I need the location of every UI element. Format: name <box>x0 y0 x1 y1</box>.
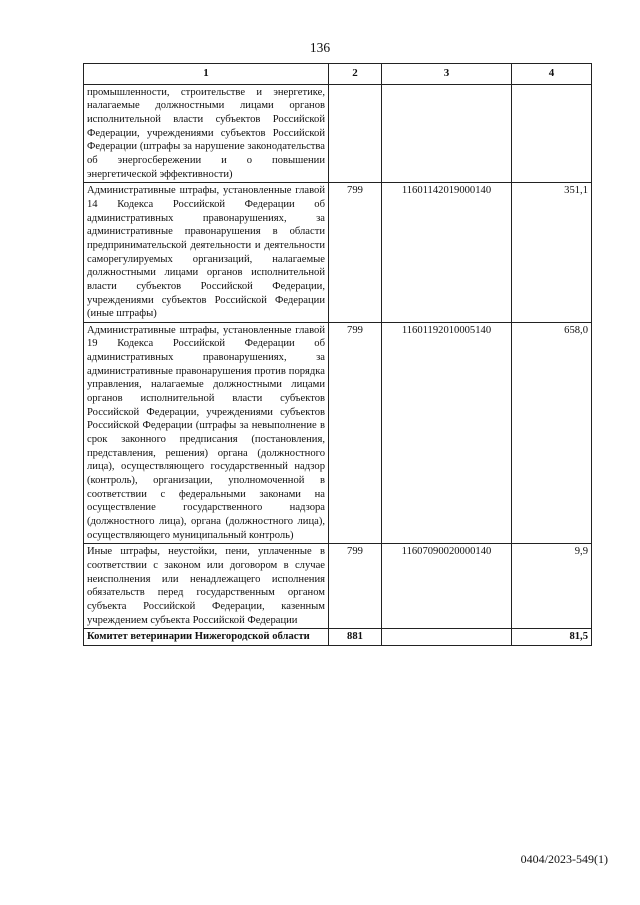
row-amount <box>512 84 592 183</box>
row-budget-code: 11601192010005140 <box>382 322 512 544</box>
table-row <box>84 183 592 323</box>
page-number: 136 <box>309 40 331 55</box>
row-description: промышленности, строительстве и энергетике, налагаемые должностными лицами органов исполнительной власти субъектов Российской Федерации, учреждениями субъектов Российской Федерации (штрафы за нарушение законодательства об энергосбережении и о повышении энергетической эффективности) <box>84 84 329 183</box>
row-amount: 81,5 <box>512 629 592 646</box>
table-row <box>84 322 592 544</box>
row-admin-code: 799 <box>329 544 382 629</box>
row-admin-code: 799 <box>329 183 382 323</box>
row-amount: 351,1 <box>512 183 592 323</box>
revenue-table <box>83 63 592 646</box>
document-code: 0404/2023-549(1) <box>520 852 608 866</box>
row-description: Иные штрафы, неустойки, пени, уплаченные в соответствии с законом или договором в случае неисполнения или ненадлежащего исполнения обязательств перед государственным органом субъекта Российской Федерации, казенным учреждением субъекта Российской Федерации <box>84 544 329 629</box>
row-budget-code <box>382 84 512 183</box>
row-budget-code <box>382 629 512 646</box>
table-row-committee <box>84 629 592 646</box>
table-row <box>84 544 592 629</box>
row-admin-code: 799 <box>329 322 382 544</box>
row-amount: 658,0 <box>512 322 592 544</box>
table-header-row <box>84 64 592 85</box>
row-admin-code <box>329 84 382 183</box>
row-description: Комитет ветеринарии Нижегородской области <box>84 629 329 646</box>
column-header-admin-code: 2 <box>329 64 382 85</box>
row-description: Административные штрафы, установленные главой 14 Кодекса Российской Федерации об административных правонарушениях, за административные правонарушения в области предпринимательской деятельности и деятельности саморегулируемых организаций, налагаемые должностными лицами органов исполнительной власти субъектов Российской Федерации, учреждениями субъектов Российской Федерации (иные штрафы) <box>84 183 329 323</box>
column-header-budget-code: 3 <box>382 64 512 85</box>
row-description: Административные штрафы, установленные главой 19 Кодекса Российской Федерации об административных правонарушениях, за административные правонарушения против порядка управления, налагаемые должностными лицами органов исполнительной власти субъектов Российской Федерации, учреждениями субъектов Российской Федерации (штрафы за невыполнение в срок законного предписания (постановления, представления, решения) органа (должностного лица), осуществляющего государственный надзор (контроль), организации, уполномоченной в соответствии с федеральными законами на осуществление государственного надзора (должностного лица), органа (должностного лица), осуществляющего муниципальный контроль) <box>84 322 329 544</box>
column-header-description: 1 <box>84 64 329 85</box>
row-budget-code: 11601142019000140 <box>382 183 512 323</box>
row-admin-code: 881 <box>329 629 382 646</box>
table-row <box>84 84 592 183</box>
row-amount: 9,9 <box>512 544 592 629</box>
column-header-amount: 4 <box>512 64 592 85</box>
row-budget-code: 11607090020000140 <box>382 544 512 629</box>
